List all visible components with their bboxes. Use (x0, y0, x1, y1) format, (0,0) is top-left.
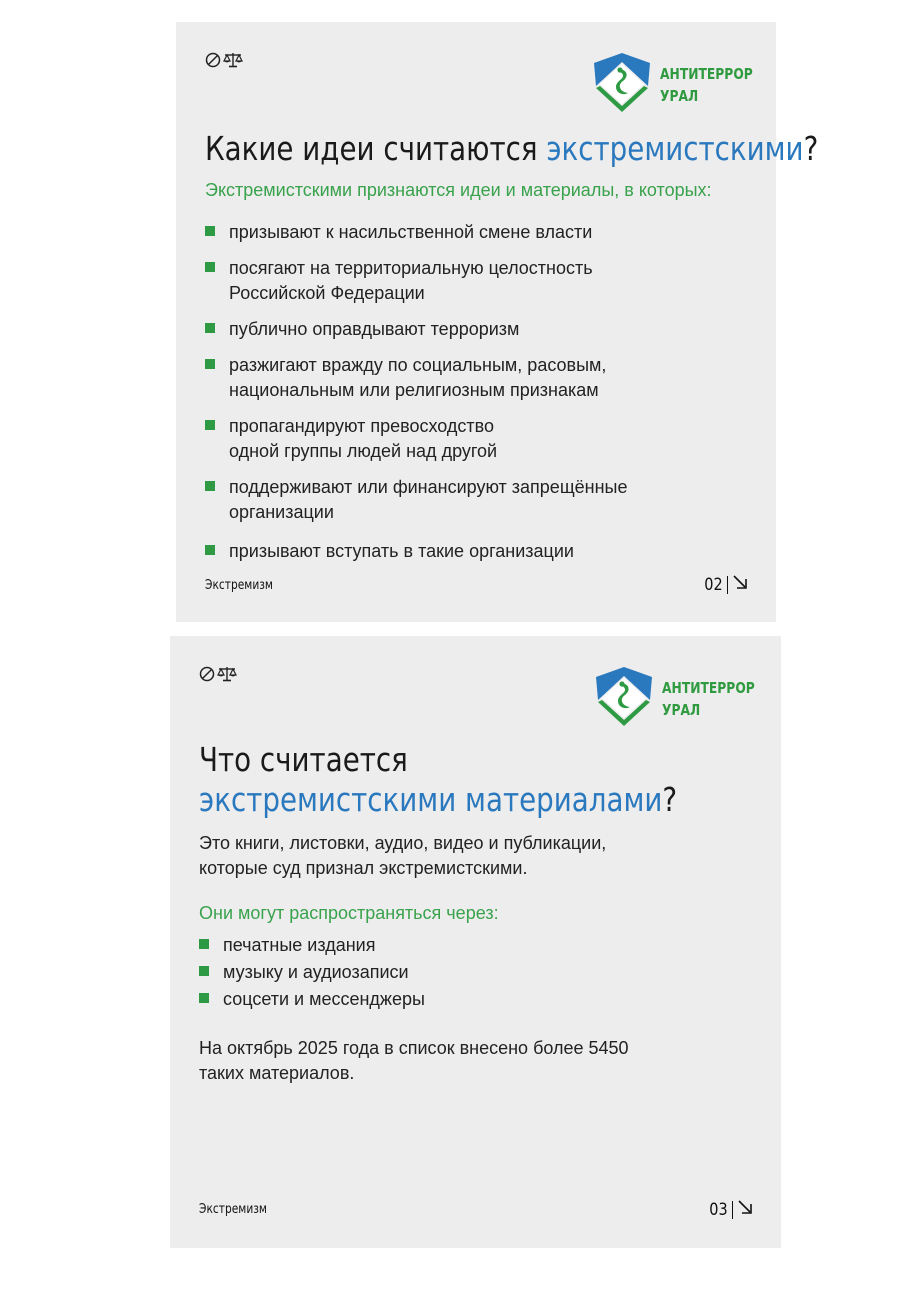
logo-text-line2: УРАЛ (660, 86, 699, 105)
lead-text: Экстремистскими признаются идеи и материалы, в которых: (205, 180, 712, 200)
logo-text-line1: АНТИТЕРРОР (660, 64, 753, 83)
list-item: поддерживают или финансируют запрещённые организации (205, 475, 627, 525)
bullet-square-icon (205, 226, 215, 236)
title-highlight: экстремистскими (546, 129, 804, 168)
lead-text: Они могут распространяться через: (199, 903, 499, 923)
list-item: соцсети и мессенджеры (199, 987, 425, 1012)
bullet-square-icon (199, 939, 209, 949)
page-divider (732, 1201, 734, 1219)
page-divider (727, 576, 729, 594)
list-item: призывают вступать в такие организации (205, 539, 627, 564)
list-item: разжигают вражду по социальным, расовым, национальным или религиозным признакам (205, 353, 627, 403)
antiterror-ural-logo (592, 664, 775, 733)
topic-icons (205, 52, 243, 68)
bullet-square-icon (205, 481, 215, 491)
channels-list (199, 933, 425, 1014)
topic-icons (199, 666, 237, 682)
note-text: На октябрь 2025 года в список внесено более 5450 таких материалов. (199, 1038, 629, 1083)
arrow-down-right-icon (737, 1199, 753, 1220)
prohibited-icon (199, 666, 215, 682)
title-end: ? (803, 129, 819, 168)
footer-topic-label: Экстремизм (205, 578, 273, 593)
slide-card-03 (170, 636, 781, 1248)
shield-logo-icon (592, 664, 656, 733)
page-number (706, 1199, 753, 1220)
logo-text-line2: УРАЛ (662, 700, 701, 719)
logo-text-line1: АНТИТЕРРОР (662, 678, 755, 697)
scales-icon (217, 666, 237, 682)
bullet-square-icon (205, 359, 215, 369)
criteria-list (205, 220, 627, 575)
page-number-value: 03 (709, 1199, 728, 1220)
shield-logo-icon (590, 50, 654, 119)
bullet-square-icon (205, 545, 215, 555)
scales-icon (223, 52, 243, 68)
footer-topic-label: Экстремизм (199, 1202, 267, 1217)
list-item: призывают к насильственной смене власти (205, 220, 627, 245)
bullet-square-icon (205, 262, 215, 272)
list-item: посягают на территориальную целостность Российской Федерации (205, 256, 627, 306)
bullet-square-icon (205, 323, 215, 333)
page-number-value: 02 (704, 574, 723, 595)
title-line1: Что считается (199, 740, 408, 779)
title-highlight: экстремистскими материалами (199, 780, 663, 819)
title-plain: Какие идеи считаются (205, 129, 547, 168)
bullet-square-icon (199, 993, 209, 1003)
list-item: публично оправдывают терроризм (205, 317, 627, 342)
bullet-square-icon (205, 420, 215, 430)
arrow-down-right-icon (732, 574, 748, 595)
slide-card-02 (176, 22, 819, 622)
page-title (205, 129, 818, 169)
title-end: ? (662, 780, 678, 819)
antiterror-ural-logo (590, 50, 773, 119)
page-number (701, 574, 748, 595)
intro-text: Это книги, листовки, аудио, видео и публикации, которые суд признал экстремистскими. (199, 833, 607, 878)
list-item: пропагандируют превосходство одной группы людей над другой (205, 414, 627, 464)
list-item: музыку и аудиозаписи (199, 960, 425, 985)
bullet-square-icon (199, 966, 209, 976)
list-item: печатные издания (199, 933, 425, 958)
page-title (199, 740, 677, 820)
prohibited-icon (205, 52, 221, 68)
